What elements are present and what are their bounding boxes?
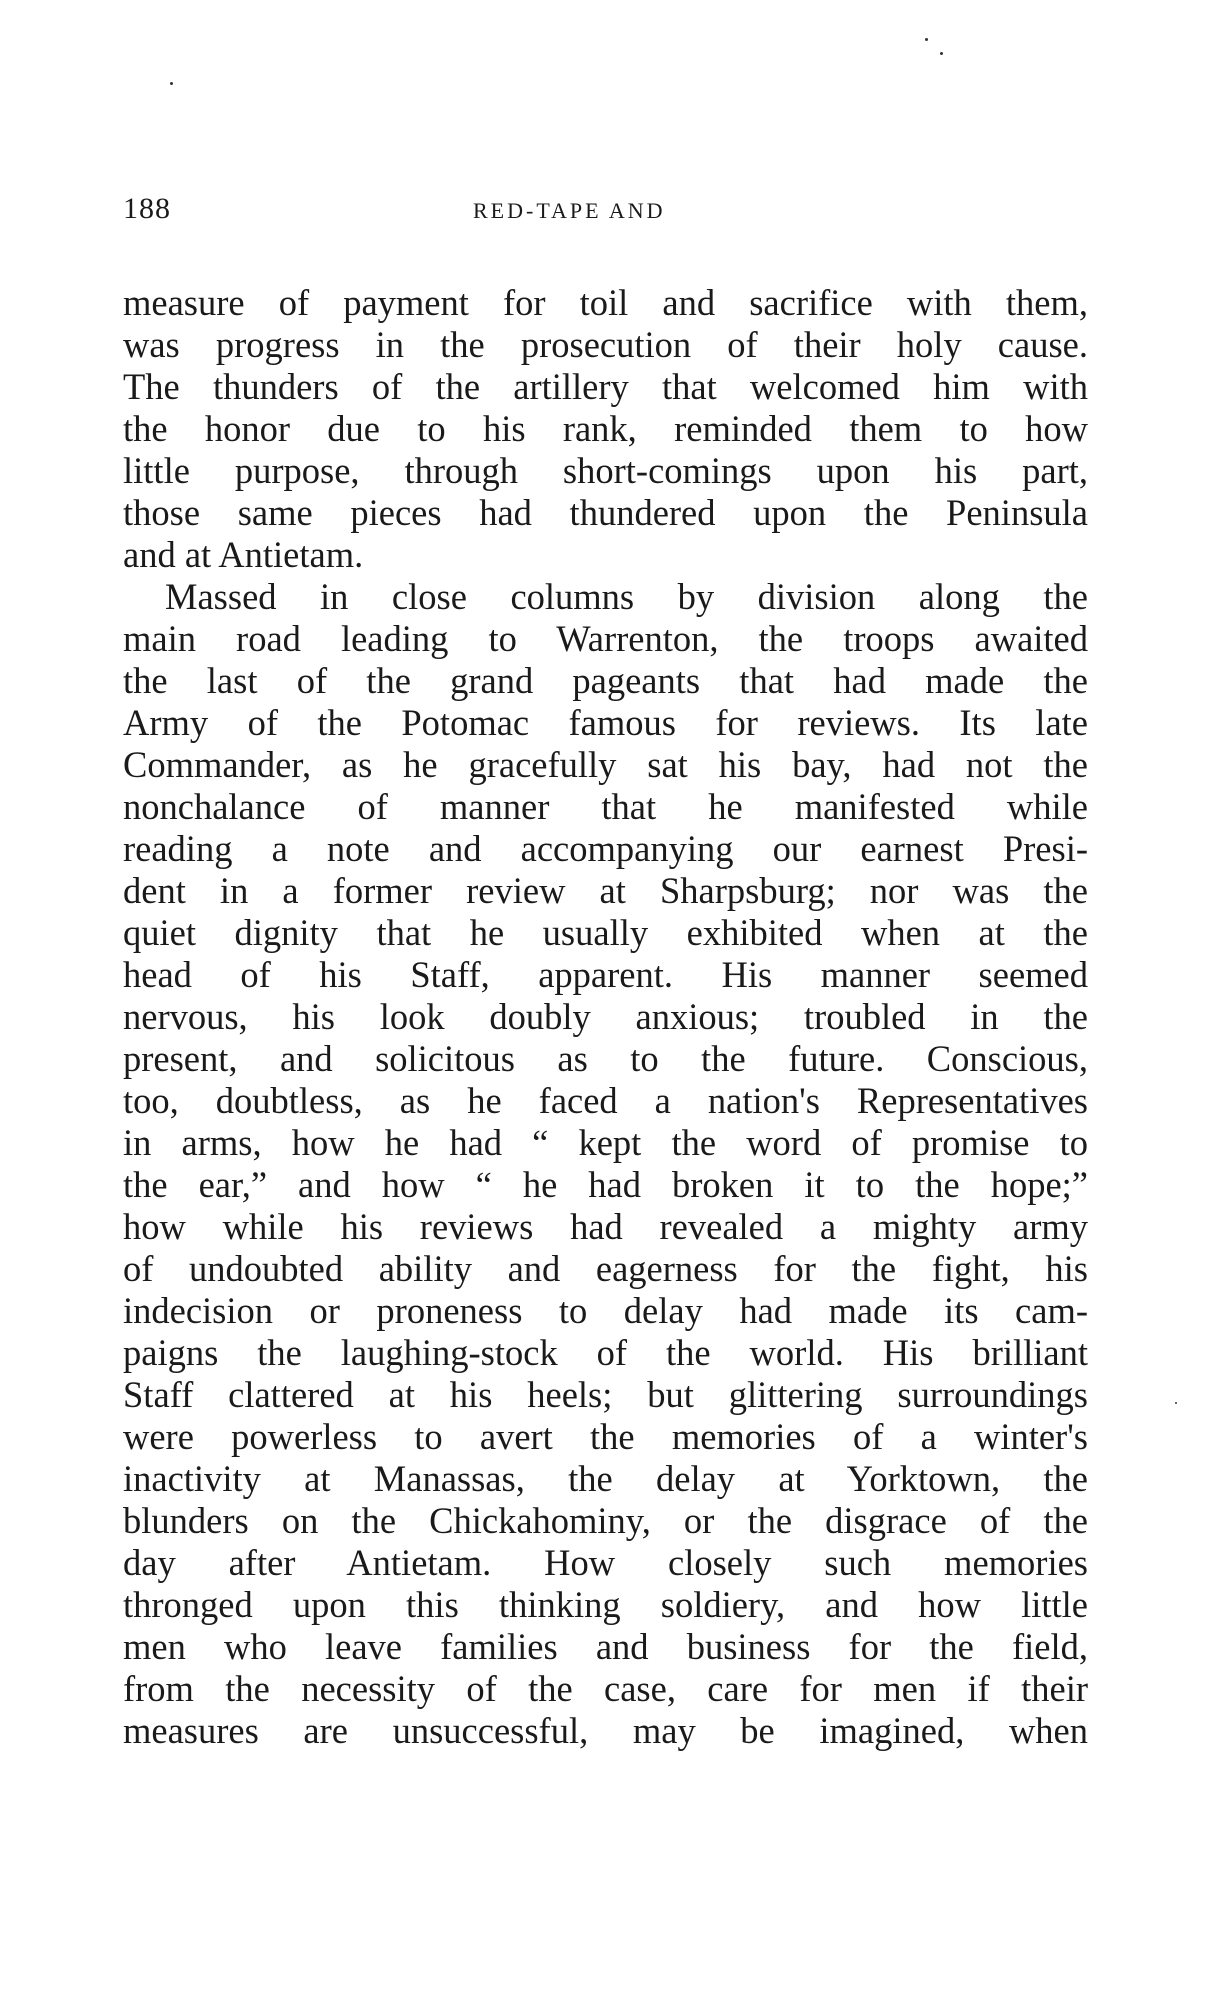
running-head: RED-TAPE AND xyxy=(473,198,666,223)
text-line: paigns the laughing-stock of the world. His brilliant xyxy=(123,1332,1088,1373)
text-line: little purpose, through short-comings upon his part, xyxy=(123,450,1088,491)
paragraph xyxy=(123,282,1088,576)
text-line: thronged upon this thinking soldiery, and how little xyxy=(123,1584,1088,1625)
text-line: day after Antietam. How closely such memories xyxy=(123,1542,1088,1583)
body-text xyxy=(123,282,1088,1752)
text-line: were powerless to avert the memories of a winter's xyxy=(123,1416,1088,1457)
text-line: was progress in the prosecution of their holy cause. xyxy=(123,324,1088,365)
text-line: blunders on the Chickahominy, or the disgrace of the xyxy=(123,1500,1088,1541)
text-line: Staff clattered at his heels; but glittering surroundings xyxy=(123,1374,1088,1415)
ink-speck xyxy=(1175,1402,1177,1404)
text-line: present, and solicitous as to the future. Conscious, xyxy=(123,1038,1088,1079)
text-line: Massed in close columns by division along the xyxy=(165,576,1088,617)
page-number: 188 xyxy=(123,192,171,225)
ink-speck xyxy=(940,52,943,55)
page-header xyxy=(123,192,1083,232)
text-line: measures are unsuccessful, may be imagined, when xyxy=(123,1710,1088,1751)
text-line: nonchalance of manner that he manifested while xyxy=(123,786,1088,827)
text-line: too, doubtless, as he faced a nation's Representatives xyxy=(123,1080,1088,1121)
text-line: The thunders of the artillery that welcomed him with xyxy=(123,366,1088,407)
text-line: the honor due to his rank, reminded them to how xyxy=(123,408,1088,449)
text-line: and at Antietam. xyxy=(123,534,364,575)
text-line: from the necessity of the case, care for men if their xyxy=(123,1668,1088,1709)
text-line: of undoubted ability and eagerness for the fight, his xyxy=(123,1248,1088,1289)
paragraph xyxy=(123,576,1088,1752)
text-line: head of his Staff, apparent. His manner seemed xyxy=(123,954,1088,995)
text-line: inactivity at Manassas, the delay at Yorktown, the xyxy=(123,1458,1088,1499)
text-line: main road leading to Warrenton, the troops awaited xyxy=(123,618,1088,659)
text-line: Commander, as he gracefully sat his bay, had not the xyxy=(123,744,1088,785)
text-line: reading a note and accompanying our earnest Presi- xyxy=(123,828,1088,869)
text-line: men who leave families and business for the field, xyxy=(123,1626,1088,1667)
text-line: Army of the Potomac famous for reviews. Its late xyxy=(123,702,1088,743)
text-line: in arms, how he had “ kept the word of promise to xyxy=(123,1122,1088,1163)
text-line: measure of payment for toil and sacrifice with them, xyxy=(123,282,1088,323)
text-line: those same pieces had thundered upon the Peninsula xyxy=(123,492,1088,533)
text-line: dent in a former review at Sharpsburg; nor was the xyxy=(123,870,1088,911)
ink-speck xyxy=(925,38,928,41)
text-line: nervous, his look doubly anxious; troubled in the xyxy=(123,996,1088,1037)
text-line: how while his reviews had revealed a mighty army xyxy=(123,1206,1088,1247)
text-line: the ear,” and how “ he had broken it to the hope;” xyxy=(123,1164,1088,1205)
text-line: indecision or proneness to delay had made its cam- xyxy=(123,1290,1088,1331)
text-line: the last of the grand pageants that had made the xyxy=(123,660,1088,701)
ink-speck xyxy=(170,82,173,85)
text-line: quiet dignity that he usually exhibited when at the xyxy=(123,912,1088,953)
